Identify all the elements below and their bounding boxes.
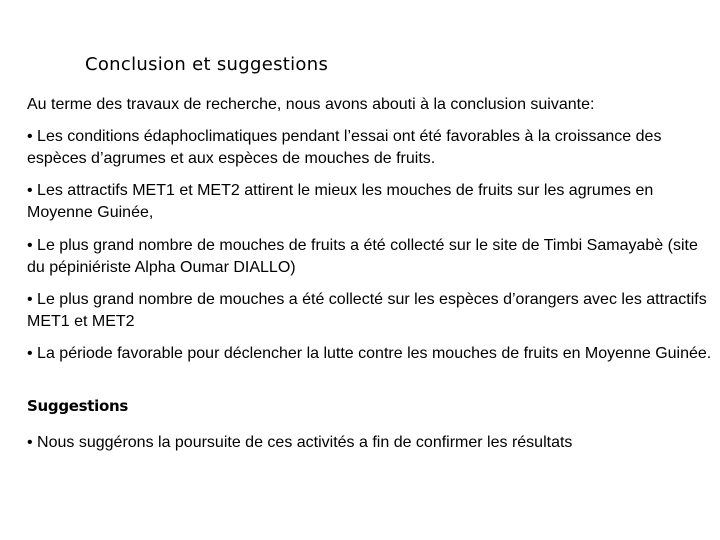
conclusion-bullet-1: • Les conditions édaphoclimatiques pendant l’essai ont été favorables à la croissance des espèces d’agrumes et aux espèces de mouches de fruits. xyxy=(27,128,662,167)
suggestions-heading: Suggestions xyxy=(27,397,128,415)
conclusion-bullet-3: • Le plus grand nombre de mouches de fruits a été collecté sur le site de Timbi Samayabè (site du pépiniériste Alpha Oumar DIALLO) xyxy=(27,237,698,276)
suggestion-bullet-1: • Nous suggérons la poursuite de ces activités a fin de confirmer les résultats xyxy=(27,434,573,451)
conclusion-bullet-4: • Le plus grand nombre de mouches a été collecté sur les espèces d’orangers avec les attractifs MET1 et MET2 xyxy=(27,291,707,330)
conclusion-bullet-2: • Les attractifs MET1 et MET2 attirent le mieux les mouches de fruits sur les agrumes en Moyenne Guinée, xyxy=(27,182,654,221)
intro-paragraph: Au terme des travaux de recherche, nous avons abouti à la conclusion suivante: xyxy=(27,96,595,113)
slide-title: Conclusion et suggestions xyxy=(85,54,329,75)
conclusion-bullet-5: • La période favorable pour déclencher la lutte contre les mouches de fruits en Moyenne Guinée. xyxy=(27,345,712,362)
